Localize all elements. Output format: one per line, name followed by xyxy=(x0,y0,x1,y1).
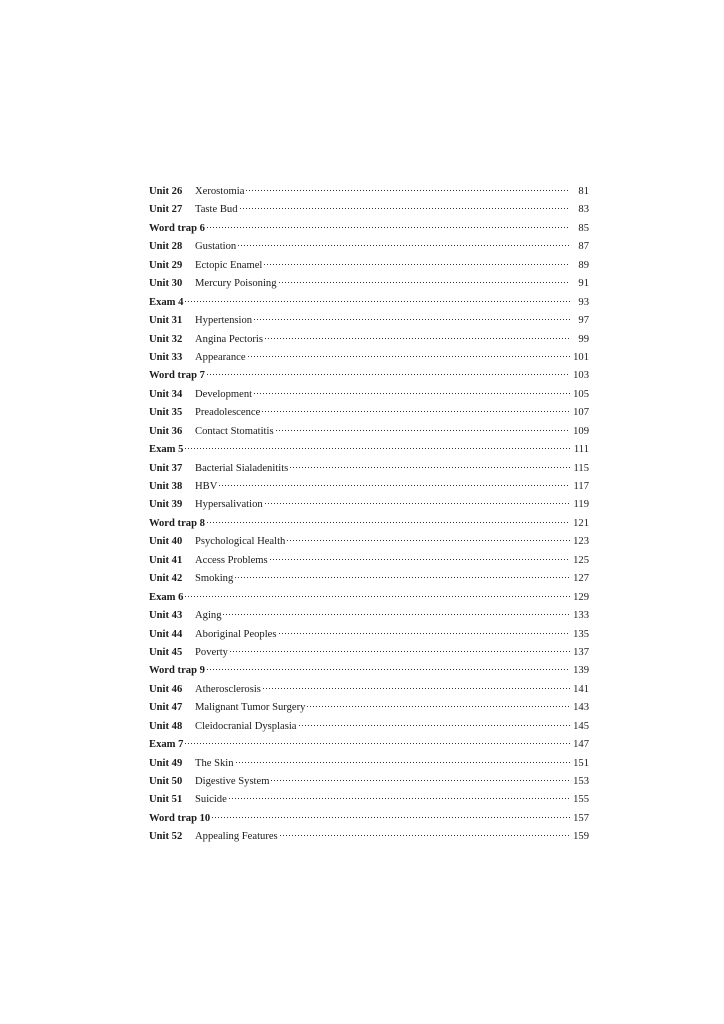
page-number: 115 xyxy=(573,462,589,474)
dot-leader xyxy=(206,661,570,671)
section-label: Word trap 6 xyxy=(149,222,205,234)
page-number: 85 xyxy=(578,222,589,234)
toc-entry[interactable] xyxy=(149,423,589,441)
page-number: 159 xyxy=(573,831,589,843)
unit-title: Ectopic Enamel xyxy=(195,259,263,271)
toc-entry[interactable] xyxy=(149,367,589,385)
section-label: Exam 7 xyxy=(149,739,184,751)
dot-leader xyxy=(228,790,570,800)
page-number: 137 xyxy=(573,646,589,658)
dot-leader xyxy=(206,366,570,376)
unit-label: Unit 52 xyxy=(149,831,183,843)
toc-entry[interactable] xyxy=(149,791,589,809)
page-number: 89 xyxy=(578,259,589,271)
toc-entry[interactable] xyxy=(149,220,589,238)
dot-leader xyxy=(279,827,570,837)
unit-title: Hypertension xyxy=(195,315,253,327)
dot-leader xyxy=(235,754,570,764)
page-number: 111 xyxy=(573,444,589,456)
toc-entry[interactable] xyxy=(149,201,589,219)
unit-label: Unit 38 xyxy=(149,481,183,492)
unit-label: Unit 48 xyxy=(149,720,183,732)
dot-leader xyxy=(289,459,570,469)
page-number: 107 xyxy=(573,407,589,419)
unit-title: Aging xyxy=(195,610,222,622)
page-number: 121 xyxy=(573,517,589,529)
unit-title: Malignant Tumor Surgery xyxy=(195,702,306,714)
unit-title: Poverty xyxy=(195,646,228,658)
section-label: Exam 4 xyxy=(149,296,184,308)
toc-entry[interactable] xyxy=(149,331,589,349)
toc-entry[interactable] xyxy=(149,828,589,846)
section-label: Word trap 9 xyxy=(149,665,205,677)
unit-label: Unit 49 xyxy=(149,757,183,769)
toc-entry[interactable] xyxy=(149,404,589,422)
dot-leader xyxy=(184,588,570,598)
unit-label: Unit 31 xyxy=(149,315,183,327)
unit-title: Development xyxy=(195,388,253,400)
page-number: 97 xyxy=(578,315,589,327)
unit-label: Unit 46 xyxy=(149,683,183,695)
toc-entry[interactable] xyxy=(149,662,589,680)
unit-title: Psychological Health xyxy=(195,536,286,548)
unit-label: Unit 34 xyxy=(149,388,183,400)
toc-entry[interactable] xyxy=(149,718,589,736)
unit-label: Unit 28 xyxy=(149,241,183,253)
page-number: 129 xyxy=(573,591,589,603)
dot-leader xyxy=(270,772,570,782)
unit-label: Unit 33 xyxy=(149,351,183,363)
unit-title: Gustation xyxy=(195,241,237,253)
unit-label: Unit 40 xyxy=(149,536,183,548)
page-number: 147 xyxy=(573,739,589,751)
unit-title: Appearance xyxy=(195,351,246,363)
toc-entry[interactable] xyxy=(149,570,589,588)
toc-entry[interactable] xyxy=(149,589,589,607)
dot-leader xyxy=(264,330,570,340)
page-number: 103 xyxy=(573,370,589,382)
unit-title: Digestive System xyxy=(195,776,270,787)
unit-title: Bacterial Sialadenitits xyxy=(195,462,289,474)
dot-leader xyxy=(261,403,570,413)
unit-label: Unit 39 xyxy=(149,499,183,511)
page-number: 101 xyxy=(573,351,589,363)
page-number: 125 xyxy=(573,554,589,566)
unit-label: Unit 37 xyxy=(149,462,183,474)
toc-entry[interactable] xyxy=(149,644,589,662)
unit-label: Unit 27 xyxy=(149,204,183,216)
page-number: 119 xyxy=(573,499,589,511)
page-number: 127 xyxy=(573,573,589,585)
unit-label: Unit 29 xyxy=(149,259,183,271)
toc-entry[interactable] xyxy=(149,441,589,459)
dot-leader xyxy=(298,717,571,727)
page-number: 99 xyxy=(578,333,589,345)
unit-label: Unit 42 xyxy=(149,573,183,585)
toc-entry[interactable] xyxy=(149,736,589,754)
toc-entry[interactable] xyxy=(149,515,589,533)
page-number: 91 xyxy=(578,278,589,290)
page-number: 105 xyxy=(573,388,589,400)
toc-entry[interactable] xyxy=(149,183,589,201)
page-number: 135 xyxy=(573,628,589,640)
page-number: 157 xyxy=(573,812,589,824)
dot-leader xyxy=(245,182,570,192)
toc-entry[interactable] xyxy=(149,386,589,404)
unit-title: HBV xyxy=(195,481,218,492)
unit-label: Unit 30 xyxy=(149,278,183,290)
toc-entry[interactable] xyxy=(149,238,589,256)
toc-entry[interactable] xyxy=(149,478,589,496)
page-number: 155 xyxy=(573,794,589,806)
dot-leader xyxy=(269,551,570,561)
toc-entry[interactable] xyxy=(149,681,589,699)
page-number: 83 xyxy=(578,204,589,216)
unit-label: Unit 47 xyxy=(149,702,183,714)
toc-entry[interactable] xyxy=(149,460,589,478)
dot-leader xyxy=(286,532,570,542)
section-label: Exam 5 xyxy=(149,444,184,456)
dot-leader xyxy=(184,735,570,745)
unit-title: Atherosclerosis xyxy=(195,683,261,695)
unit-title: Mercury Poisoning xyxy=(195,278,277,290)
table-of-contents xyxy=(149,183,589,847)
unit-label: Unit 32 xyxy=(149,333,183,345)
page-number: 81 xyxy=(578,186,589,197)
toc-entry[interactable] xyxy=(149,294,589,312)
unit-title: Aboriginal Peoples xyxy=(195,628,277,640)
page-number: 117 xyxy=(573,481,589,492)
section-label: Word trap 7 xyxy=(149,370,205,382)
unit-label: Unit 41 xyxy=(149,554,183,566)
unit-label: Unit 36 xyxy=(149,425,183,437)
toc-entry[interactable] xyxy=(149,496,589,514)
unit-title: Hypersalivation xyxy=(195,499,263,511)
dot-leader xyxy=(206,514,570,524)
dot-leader xyxy=(275,422,570,432)
unit-title: Access Problems xyxy=(195,554,268,566)
dot-leader xyxy=(253,385,570,395)
toc-entry[interactable] xyxy=(149,533,589,551)
unit-title: Smoking xyxy=(195,573,234,585)
page-number: 123 xyxy=(573,536,589,548)
page-number: 139 xyxy=(573,665,589,677)
unit-label: Unit 51 xyxy=(149,794,183,806)
section-label: Word trap 8 xyxy=(149,517,205,529)
unit-title: Xerostomia xyxy=(195,186,245,197)
toc-entry[interactable] xyxy=(149,257,589,275)
dot-leader xyxy=(211,809,570,819)
section-label: Exam 6 xyxy=(149,591,184,603)
toc-entry[interactable] xyxy=(149,607,589,625)
toc-entry[interactable] xyxy=(149,626,589,644)
page-number: 133 xyxy=(573,610,589,622)
dot-leader xyxy=(306,698,570,708)
page-number: 143 xyxy=(573,702,589,714)
toc-entry[interactable] xyxy=(149,773,589,791)
dot-leader xyxy=(222,606,570,616)
unit-title: The Skin xyxy=(195,757,234,769)
dot-leader xyxy=(234,569,570,579)
unit-title: Cleidocranial Dysplasia xyxy=(195,720,297,732)
dot-leader xyxy=(239,200,570,210)
dot-leader xyxy=(263,256,570,266)
dot-leader xyxy=(206,219,570,229)
page-number: 141 xyxy=(573,683,589,695)
unit-title: Taste Bud xyxy=(195,204,238,216)
toc-entry[interactable] xyxy=(149,810,589,828)
dot-leader xyxy=(229,643,570,653)
toc-entry[interactable] xyxy=(149,312,589,330)
dot-leader xyxy=(264,495,570,505)
page-number: 153 xyxy=(573,776,589,787)
unit-label: Unit 26 xyxy=(149,186,183,197)
dot-leader xyxy=(247,348,570,358)
toc-entry[interactable] xyxy=(149,275,589,293)
toc-entry[interactable] xyxy=(149,699,589,717)
toc-entry[interactable] xyxy=(149,349,589,367)
unit-label: Unit 35 xyxy=(149,407,183,419)
dot-leader xyxy=(184,293,570,303)
page-number: 93 xyxy=(578,296,589,308)
dot-leader xyxy=(278,274,570,284)
page-number: 87 xyxy=(578,241,589,253)
section-label: Word trap 10 xyxy=(149,812,211,824)
unit-title: Preadolescence xyxy=(195,407,261,419)
unit-label: Unit 44 xyxy=(149,628,183,640)
unit-title: Appealing Features xyxy=(195,831,278,843)
dot-leader xyxy=(262,680,570,690)
page-number: 109 xyxy=(573,425,589,437)
dot-leader xyxy=(218,477,570,487)
dot-leader xyxy=(237,237,570,247)
unit-label: Unit 45 xyxy=(149,646,183,658)
unit-title: Contact Stomatitis xyxy=(195,425,274,437)
unit-title: Suicide xyxy=(195,794,227,806)
dot-leader xyxy=(253,311,570,321)
unit-label: Unit 43 xyxy=(149,610,183,622)
dot-leader xyxy=(278,625,570,635)
dot-leader xyxy=(184,440,570,450)
toc-entry[interactable] xyxy=(149,755,589,773)
unit-title: Angina Pectoris xyxy=(195,333,263,345)
unit-label: Unit 50 xyxy=(149,776,183,787)
page-number: 145 xyxy=(573,720,589,732)
page-number: 151 xyxy=(573,757,589,769)
toc-entry[interactable] xyxy=(149,552,589,570)
